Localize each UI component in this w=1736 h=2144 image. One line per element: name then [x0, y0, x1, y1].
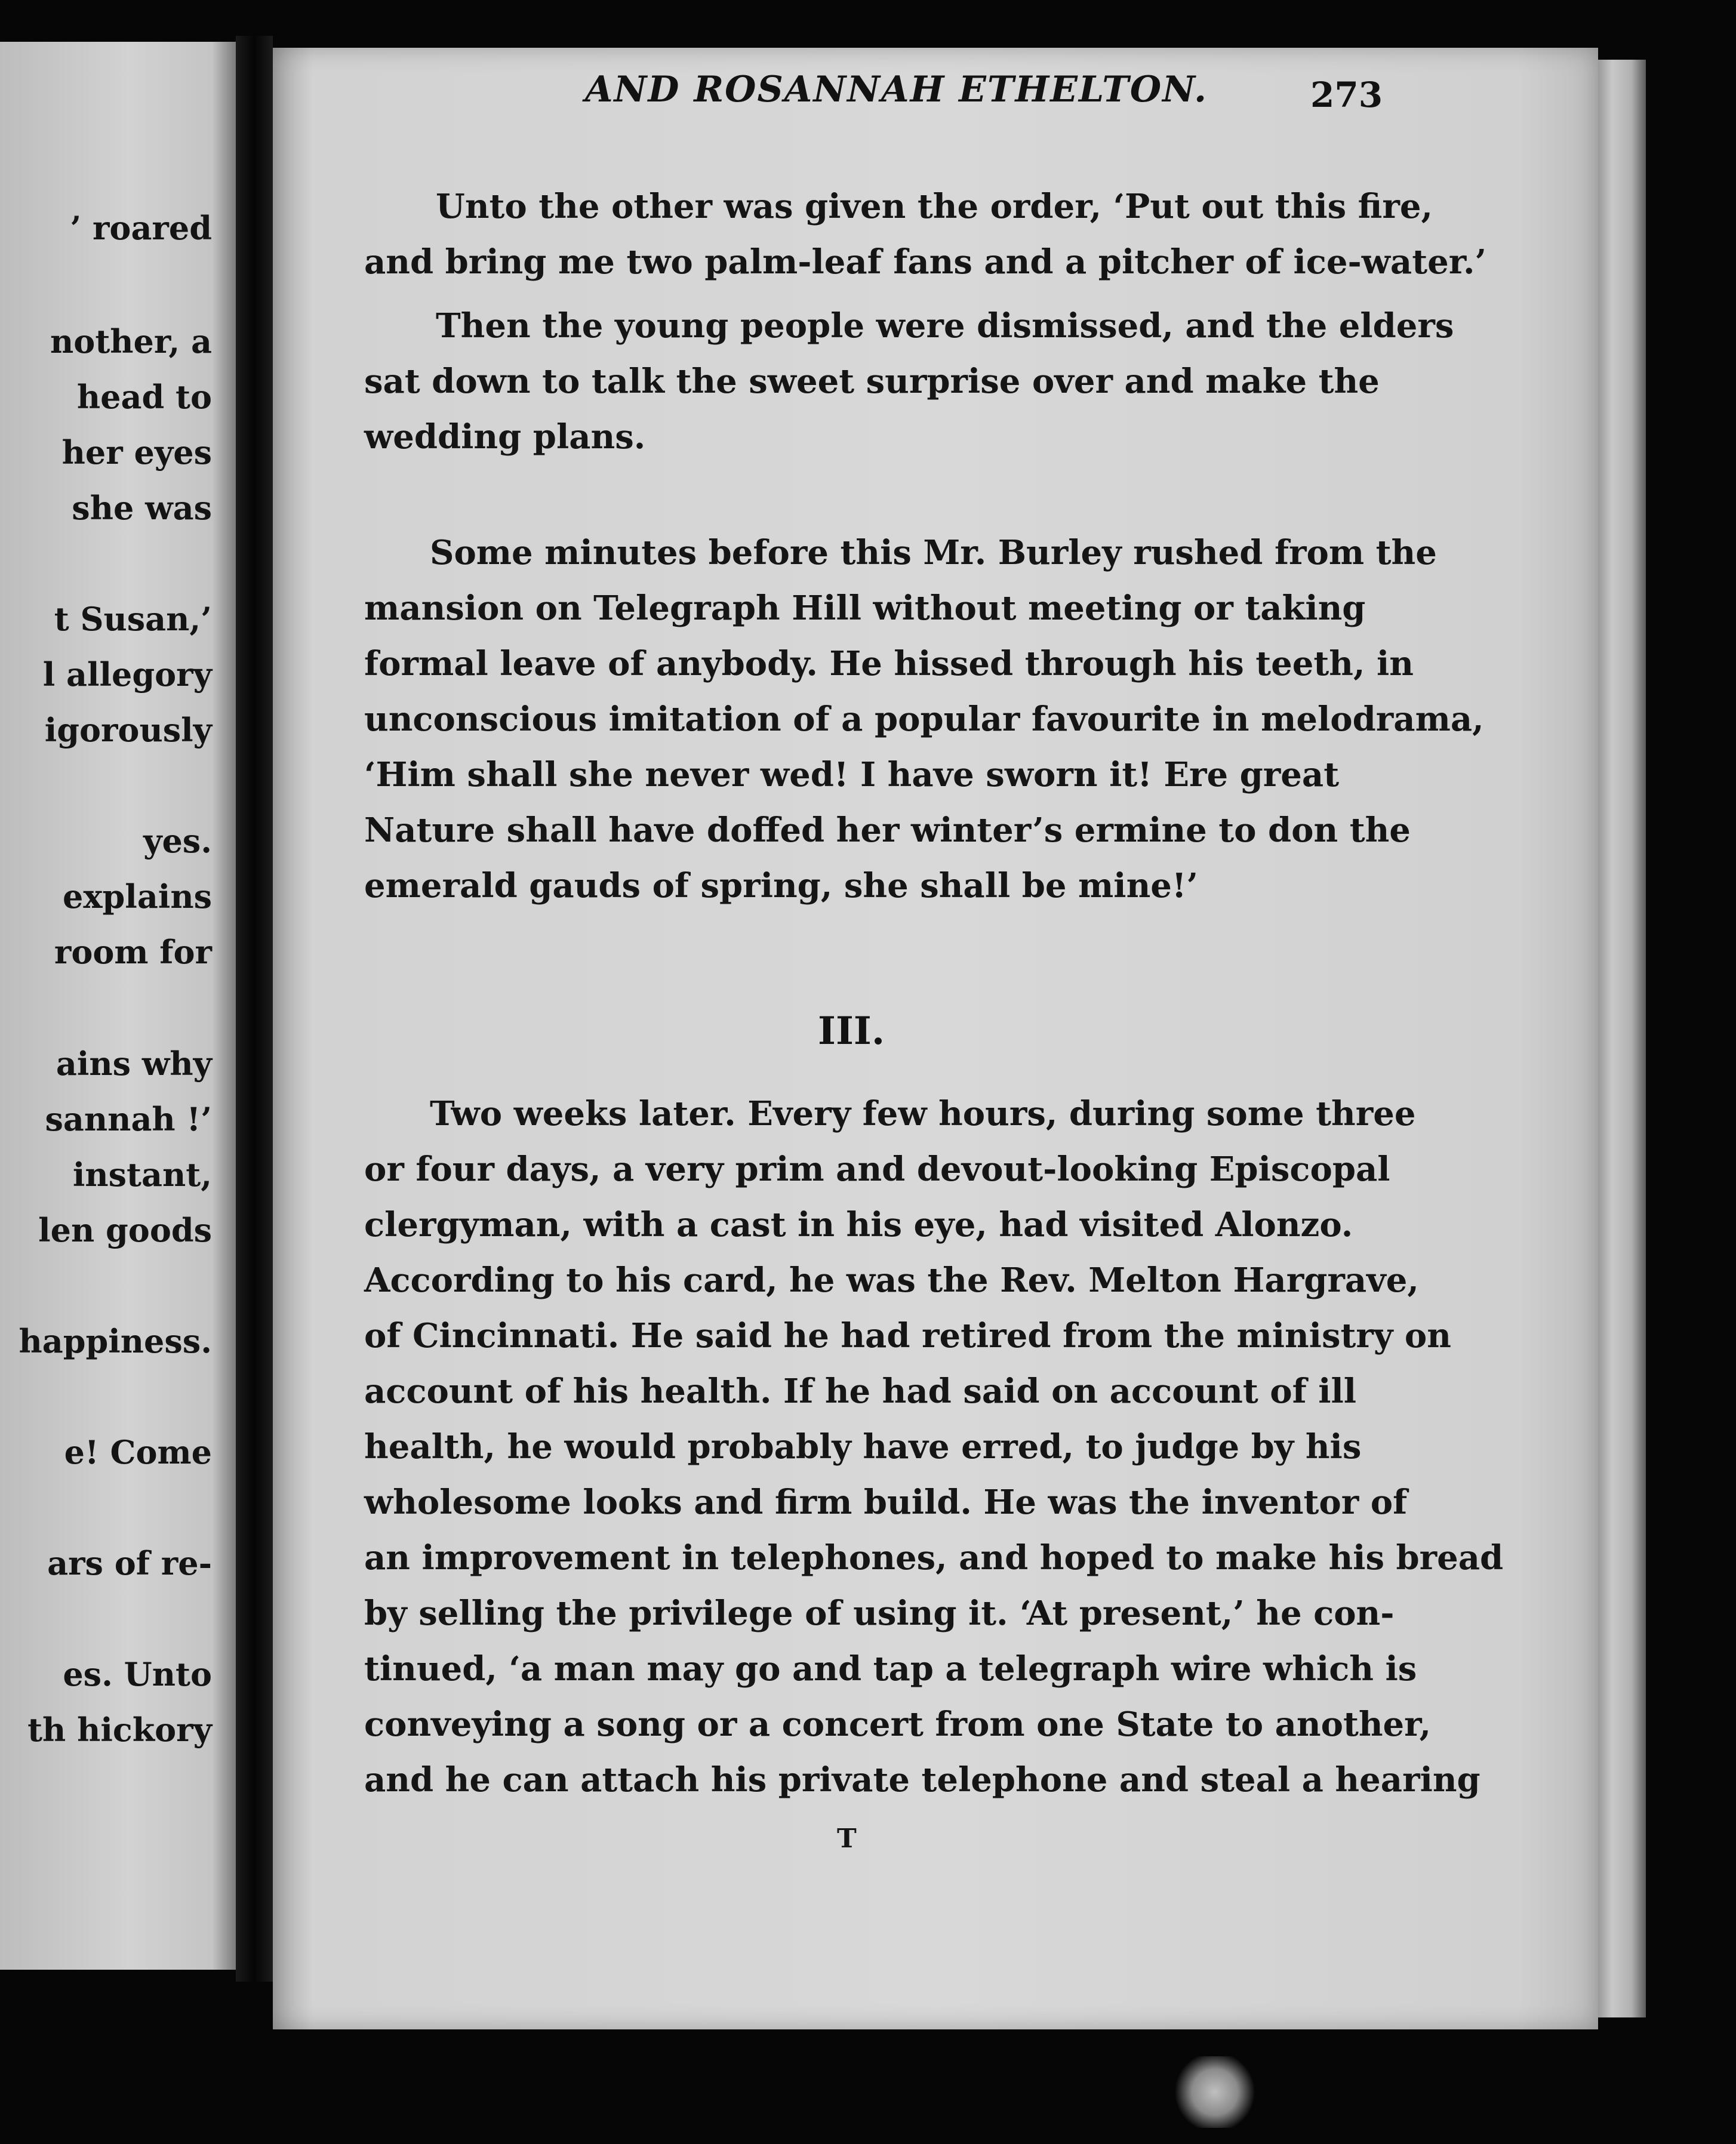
text-line: sat down to talk the sweet surprise over and make the	[364, 362, 1380, 401]
left-page-line: explains	[63, 877, 212, 916]
left-page-line: happiness.	[19, 1322, 212, 1360]
paragraph-4	[364, 1086, 1504, 1808]
left-page-line: yes.	[143, 822, 212, 860]
text-line: emerald gauds of spring, she shall be mine!’	[364, 866, 1198, 905]
chapter-heading: III.	[818, 1009, 885, 1053]
left-page-line: ’ roared	[70, 209, 212, 247]
text-line: and bring me two palm-leaf fans and a pitcher of ice-water.’	[364, 242, 1487, 282]
text-line: Some minutes before this Mr. Burley rushed from the	[430, 533, 1437, 572]
left-page	[0, 42, 236, 1970]
left-page-line: t Susan,’	[54, 600, 212, 638]
text-line: Unto the other was given the order, ‘Put out this fire,	[436, 187, 1433, 226]
text-line: account of his health. If he had said on account of ill	[364, 1372, 1357, 1411]
text-line: formal leave of anybody. He hissed through his teeth, in	[364, 644, 1414, 683]
left-page-line: she was	[72, 489, 212, 527]
left-page-line: len goods	[38, 1211, 212, 1249]
text-line: and he can attach his private telephone and steal a hearing	[364, 1760, 1480, 1800]
text-line: unconscious imitation of a popular favourite in melodrama,	[364, 700, 1484, 739]
left-page-line: l allegory	[42, 655, 212, 694]
text-line: wholesome looks and firm build. He was the inventor of	[364, 1483, 1408, 1522]
left-page-line: sannah !’	[45, 1100, 212, 1138]
left-page-line: ains why	[56, 1045, 212, 1083]
left-page-line: nother, a	[50, 322, 212, 361]
text-line: wedding plans.	[364, 417, 646, 457]
paragraph-3	[364, 525, 1484, 914]
text-line: Nature shall have doffed her winter’s ermine to don the	[364, 811, 1411, 850]
left-page-line: instant,	[72, 1156, 212, 1194]
text-line: tinued, ‘a man may go and tap a telegraph wire which is	[364, 1649, 1417, 1689]
scan-smudge	[1170, 2056, 1260, 2128]
page-edge	[1598, 60, 1646, 2017]
text-line: ‘Him shall she never wed! I have sworn it! Ere great	[364, 755, 1340, 794]
left-page-line: room for	[54, 933, 212, 971]
left-page-line: e! Come	[64, 1433, 212, 1471]
text-line: clergyman, with a cast in his eye, had visited Alonzo.	[364, 1205, 1353, 1244]
text-line: According to his card, he was the Rev. Melton Hargrave,	[364, 1261, 1419, 1300]
paragraph-2	[364, 298, 1454, 465]
left-page-line: th hickory	[27, 1711, 212, 1749]
text-line: Then the young people were dismissed, and the elders	[436, 306, 1454, 346]
paragraph-1	[364, 179, 1487, 290]
running-head: AND ROSANNAH ETHELTON.	[585, 69, 1208, 110]
text-line: by selling the privilege of using it. ‘At present,’ he con-	[364, 1594, 1395, 1633]
left-page-line: igorously	[44, 711, 212, 749]
left-page-line: ars of re-	[47, 1544, 212, 1582]
text-line: mansion on Telegraph Hill without meeting or taking	[364, 589, 1366, 628]
text-line: an improvement in telephones, and hoped to make his bread	[364, 1538, 1504, 1578]
left-page-line: head to	[76, 378, 212, 416]
book-gutter	[236, 36, 273, 1982]
left-page-line: her eyes	[61, 433, 212, 472]
text-line: health, he would probably have erred, to judge by his	[364, 1427, 1362, 1467]
text-line: of Cincinnati. He said he had retired from the ministry on	[364, 1316, 1451, 1356]
text-line: conveying a song or a concert from one State to another,	[364, 1705, 1432, 1744]
text-line: or four days, a very prim and devout-looking Episcopal	[364, 1150, 1390, 1189]
left-page-line: es. Unto	[63, 1655, 212, 1693]
signature-mark: T	[837, 1823, 857, 1854]
page-number: 273	[1310, 75, 1383, 115]
text-line: Two weeks later. Every few hours, during some three	[430, 1094, 1416, 1133]
